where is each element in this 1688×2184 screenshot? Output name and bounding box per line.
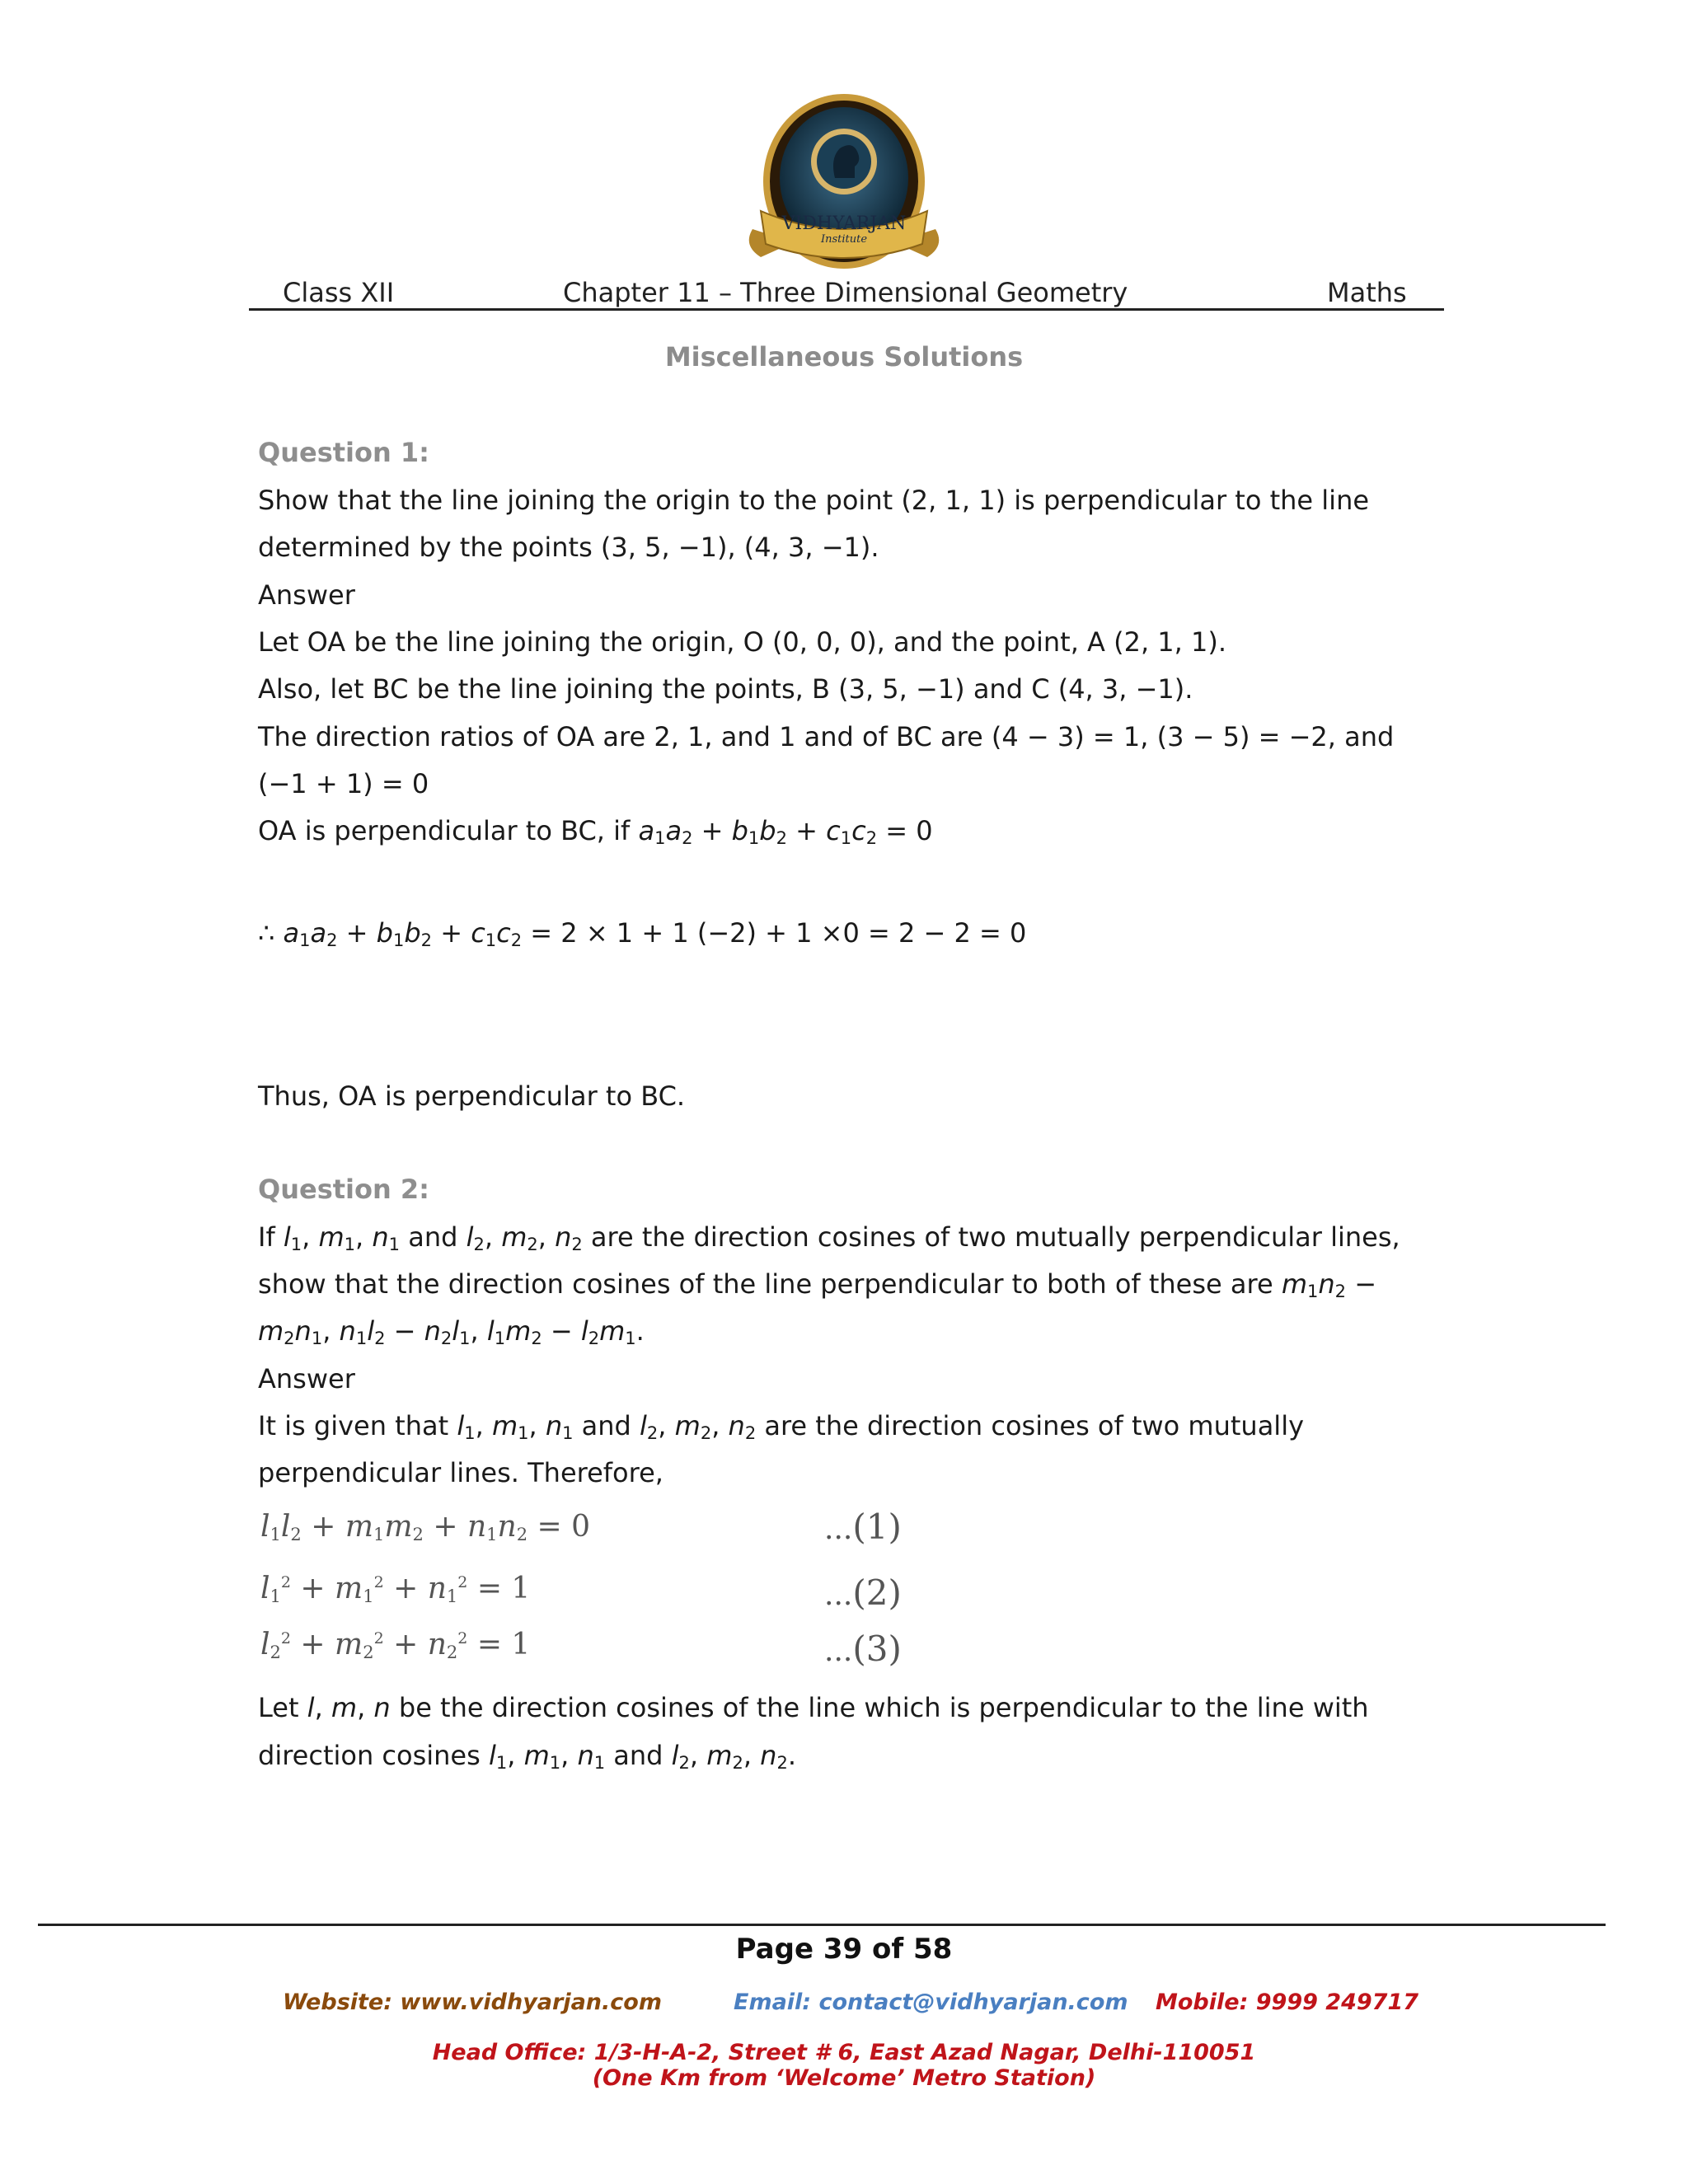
page-number: Page 39 of 58	[735, 1933, 953, 1966]
tag-dots: ...	[824, 1578, 853, 1612]
text-segment: Let	[258, 1692, 307, 1723]
question-2-text-line: show that the direction cosines of the line perpendicular to both of these are $m_1n_2$ −	[258, 1268, 1376, 1301]
footer-divider	[38, 1924, 1606, 1926]
logo-emblem	[736, 89, 952, 274]
question-1-heading: Question 1:	[258, 437, 429, 468]
tag-dots: ...	[824, 1634, 853, 1668]
text-segment: and	[400, 1221, 467, 1253]
mobile-number: Mobile: 9999 249717	[1156, 1990, 1419, 2015]
answer-line: (−1 + 1) = 0	[258, 768, 429, 799]
class-label: Class XII	[283, 277, 395, 308]
text-segment: are the direction cosines of two mutually perpendicular lines,	[582, 1221, 1400, 1253]
text-segment: It is given that	[258, 1410, 457, 1441]
text-segment: If	[258, 1221, 284, 1253]
condition-rhs: = 0	[877, 815, 933, 846]
text-segment: direction cosines	[258, 1740, 489, 1771]
answer-label: Answer	[258, 579, 355, 611]
header-divider	[249, 308, 1444, 311]
therefore-symbol: ∴	[258, 917, 284, 949]
question-1-text-line: determined by the points (3, 5, −1), (4, 3, −1).	[258, 532, 879, 563]
answer-line: direction cosines $l_1$, $m_1$, $n_1$ and $l_2$, $m_2$, $n_2$.	[258, 1740, 796, 1773]
calculation-rhs: = 2 × 1 + 1 (−2) + 1 ×0 = 2 − 2 = 0	[522, 917, 1027, 949]
equation-3-tag	[824, 1629, 902, 1669]
text-segment: and	[573, 1410, 640, 1441]
logo-title: VIDHYARJAN	[781, 213, 907, 234]
question-1-text-line: Show that the line joining the origin to the point (2, 1, 1) is perpendicular to the line	[258, 485, 1370, 516]
text-segment: show that the direction cosines of the line perpendicular to both of these are	[258, 1268, 1282, 1300]
email-link[interactable]: Email: contact@vidhyarjan.com	[734, 1990, 1128, 2015]
text-segment: be the direction cosines of the line which is perpendicular to the line with	[390, 1692, 1369, 1723]
answer-line: Also, let BC be the line joining the points, B (3, 5, −1) and C (4, 3, −1).	[258, 673, 1193, 705]
equation-2: $l_1^2 + m_1^2 + n_1^2 = 1$	[260, 1572, 531, 1606]
logo-subtitle: Institute	[820, 233, 868, 246]
subject-label: Maths	[1327, 277, 1407, 308]
answer-conclusion: Thus, OA is perpendicular to BC.	[258, 1080, 686, 1112]
answer-line: Let OA be the line joining the origin, O (0, 0, 0), and the point, A (2, 1, 1).	[258, 626, 1226, 658]
text-segment: and	[605, 1740, 672, 1771]
perpendicular-condition: OA is perpendicular to BC, if $a_1a_2 + b_1b_2 + c_1c_2 = 0$	[258, 815, 933, 848]
question-2-text-line: If $l_1$, $m_1$, $n_1$ and $l_2$, $m_2$, $n_2$ are the direction cosines of two mutually perpendicular lines,	[258, 1221, 1400, 1254]
condition-prefix: OA is perpendicular to BC, if	[258, 815, 639, 846]
text-segment: are the direction cosines of two mutually	[756, 1410, 1305, 1441]
tag-number: (1)	[852, 1507, 902, 1547]
question-2-heading: Question 2:	[258, 1174, 429, 1205]
chapter-label: Chapter 11 – Three Dimensional Geometry	[563, 277, 1128, 308]
equation-2-tag	[824, 1572, 902, 1613]
equation-rhs: = 1	[467, 1628, 531, 1661]
equation-rhs: = 0	[528, 1510, 591, 1544]
answer-line: Let l, m, n be the direction cosines of the line which is perpendicular to the line with	[258, 1692, 1369, 1723]
question-2-text-line: $m_2n_1$, $n_1l_2 - n_2l_1$, $l_1m_2 - l_2m_1$.	[258, 1315, 645, 1348]
answer-line: The direction ratios of OA are 2, 1, and 1 and of BC are (4 − 3) = 1, (3 − 5) = −2, and	[258, 721, 1395, 752]
tag-dots: ...	[824, 1512, 853, 1546]
address-landmark: (One Km from ‘Welcome’ Metro Station)	[592, 2065, 1096, 2091]
dot-product-calculation: ∴ $a_1a_2 + b_1b_2 + c_1c_2 = 2 \times 1 + 1$ (−2) + 1 ×0 = 2 − 2 = 0	[258, 917, 1027, 950]
tag-number: (3)	[852, 1629, 902, 1669]
answer-line: It is given that $l_1$, $m_1$, $n_1$ and $l_2$, $m_2$, $n_2$ are the direction cosines of two mutually	[258, 1410, 1305, 1443]
equation-1: $l_1l_2 + m_1m_2 + n_1n_2 = 0$	[260, 1510, 591, 1544]
equation-3: $l_2^2 + m_2^2 + n_2^2 = 1$	[260, 1628, 531, 1662]
tag-number: (2)	[852, 1572, 902, 1613]
website-link[interactable]: Website: www.vidhyarjan.com	[283, 1990, 662, 2015]
answer-label: Answer	[258, 1363, 355, 1394]
section-title: Miscellaneous Solutions	[664, 341, 1024, 373]
answer-line: perpendicular lines. Therefore,	[258, 1457, 663, 1488]
equation-1-tag	[824, 1507, 902, 1547]
head-office-address: Head Office: 1/3-H-A-2, Street # 6, East Azad Nagar, Delhi-110051	[432, 2040, 1256, 2065]
equation-rhs: = 1	[467, 1572, 531, 1605]
institute-logo	[736, 89, 952, 274]
